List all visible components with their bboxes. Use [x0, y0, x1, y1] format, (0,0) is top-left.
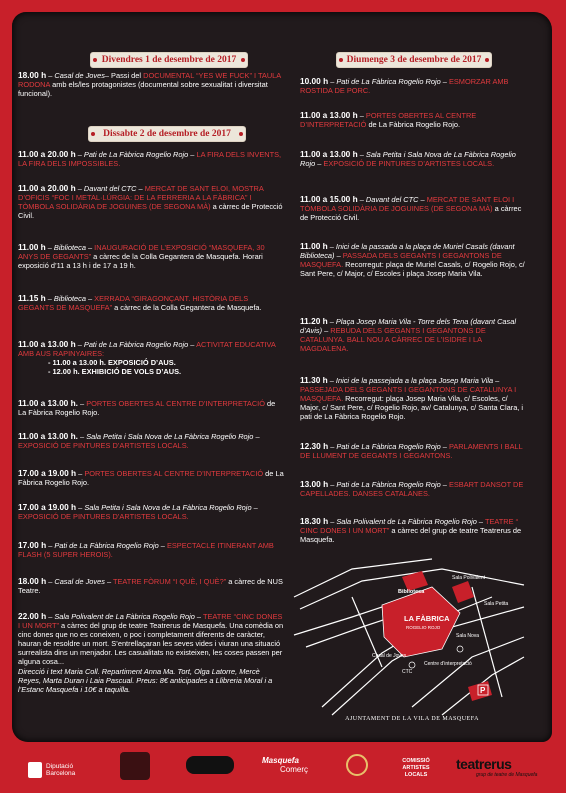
saturday-event: 17.00 a 19.00 h – Sala Petita i Sala Nova de La Fàbrica Rogelio Rojo – EXPOSICIÓ DE PINTURES D’ARTISTES LOCALS.: [18, 502, 258, 522]
map-caption: AJUNTAMENT DE LA VILA DE MASQUEFA: [345, 716, 479, 722]
event-time: 22.00 h: [18, 611, 47, 621]
map-label-ctc: CTC: [402, 669, 413, 675]
event-time: 11.00 a 20.00 h: [18, 183, 76, 193]
event-activity: XERRADA “GIRAGONÇANT. HISTÒRIA DELS GEGANTS DE MASQUEFA”: [18, 294, 249, 313]
saturday-event: 11.00 a 20.00 h – Davant del CTC – MERCAT DE SANT ELOI, MOSTRA D’OFICIS “FOC I METAL·LÚRGIA: DE LA FERRERIA A LA FÀBRICA” I TÒMBOLA SOLIDÀRIA DE JOGUINES (DE SEGONA MÀ) a càrrec de Protecció Civil.: [18, 183, 283, 221]
sunday-header: Diumenge 3 de desembre de 2017: [336, 52, 492, 68]
event-activity: EXPOSICIÓ DE PINTURES D’ARTISTES LOCALS.: [18, 512, 189, 522]
event-venue: Casal de Joves: [54, 71, 105, 80]
event-details: de La Fàbrica Rogelio Rojo.: [366, 120, 461, 130]
event-time: 17.00 h: [18, 540, 47, 550]
masquefa-label: Masquefa: [262, 756, 299, 765]
event-venue: Sala Petita i Sala Nova de La Fàbrica Rogelio Rojo: [86, 432, 254, 441]
event-details: de La Fàbrica Rogelio Rojo.: [18, 399, 276, 418]
event-time: 11.00 a 13.00 h: [300, 110, 358, 120]
map-label-centre: Centre d’interpretació: [424, 661, 472, 667]
saturday-event: 18.00 h – Casal de Joves – TEATRE FÒRUM “I QUÈ, I QUÈ?” a càrrec de NUS Teatre.: [18, 576, 283, 596]
event-activity: ACTIVITAT EDUCATIVA AMB AUS RAPINYAIRES:: [18, 340, 276, 359]
saturday-event: 17.00 a 19.00 h – PORTES OBERTES AL CENTRE D’INTERPRETACIÓ de La Fàbrica Rogelio Rojo.: [18, 468, 284, 488]
event-venue: Pati de La Fàbrica Rogelio Rojo: [83, 340, 189, 349]
event-details: Recorregut: plaça Josep Maria Vila, c/ Escoles, c/ Major, c/ Sant Pere, c/ Rogelio Rojo, av/ Catalunya, c/ Santa Clara, i pati de La Fàbrica Rogelio Rojo.: [300, 394, 524, 422]
sunday-event: 11.00 a 13.00 h – PORTES OBERTES AL CENTRE D’INTERPRETACIÓ de La Fàbrica Rogelio Rojo.: [300, 110, 477, 130]
event-venue: Biblioteca: [53, 294, 86, 303]
event-venue: Sala Polivalent de La Fàbrica Rogelio Rojo: [336, 517, 477, 526]
sunday-event: 13.00 h – Pati de La Fàbrica Rogelio Rojo – ESBART DANSOT DE CAPELLADES. DANSES CATALANES.: [300, 479, 524, 499]
event-sub-item: - 12.00 h. EXHIBICIÓ DE VOLS D’AUS.: [48, 367, 182, 377]
event-venue: Pati de La Fàbrica Rogelio Rojo: [336, 77, 441, 86]
teatrerus-sub-label: grup de teatre de Masquefa: [476, 772, 538, 778]
event-venue: Inici de la passejada a la plaça Josep Maria Vila: [335, 376, 494, 385]
event-activity: TEATRE “CINC DONES I UN MORT”: [18, 612, 283, 631]
sunday-event: 11.00 a 13.00 h – Sala Petita i Sala Nova de La Fàbrica Rogelio Rojo – EXPOSICIÓ DE PINTURES D’ARTISTES LOCALS.: [300, 149, 516, 169]
event-details: a càrrec del grup de teatre Teatrerus de Masquefa. Una comèdia on cinc dones que no es coneixen, o poc i completament diferents de caràcter, hauran de resoldre un mort. S’entrellaçaran les seves vides i viuran una situació surrealista dins un menjador. Les casualitats no existeixen, les coses passen per alguna cosa...: [18, 621, 284, 667]
sponsor-footer: [0, 748, 566, 793]
event-venue: Sala Petita i Sala Nova de La Fàbrica Rogelio Rojo: [84, 503, 252, 512]
event-venue: Pati de La Fàbrica Rogelio Rojo: [336, 480, 441, 489]
map-label-sala-petita: Sala Petita: [484, 601, 509, 607]
friday-event: 18.00 h – Casal de Joves– Passi del DOCUMENTAL “YES WE FUCK” I TAULA RODONA amb els/les protagonistes (documental sobre sexualitat i diversitat funcional).: [18, 70, 281, 99]
comissio-label: COMISSIÓ ARTISTES LOCALS: [402, 758, 430, 778]
saturday-event: 11.00 h – Biblioteca – INAUGURACIÓ DE L’EXPOSICIÓ “MASQUEFA, 30 ANYS DE GEGANTS” a càrrec de la Colla Gegantera de Masquefa. Horari exposició d’11 a 13 h i de 17 a 19 h.: [18, 242, 265, 271]
sunday-event: 11.00 a 15.00 h – Davant del CTC – MERCAT DE SANT ELOI I TÒMBOLA SOLIDÀRIA DE JOGUINES (DE SEGONA MÀ) a càrrec de Protecció Civil.: [300, 194, 522, 223]
event-time: 18.30 h: [300, 516, 329, 526]
event-activity: MERCAT DE SANT ELOI, MOSTRA D’OFICIS “FOC I METAL·LÚRGIA: DE LA FERRERIA A LA FÀBRICA” I TÒMBOLA SOLIDÀRIA DE JOGUINES (DE SEGONA MÀ): [18, 184, 264, 212]
event-time: 13.00 h: [300, 479, 329, 489]
event-activity: ESBART DANSOT DE CAPELLADES. DANSES CATALANES.: [300, 480, 524, 499]
event-time: 12.30 h: [300, 441, 329, 451]
event-activity: PASSADA DELS GEGANTS I GEGANTONS DE MASQUEFA.: [300, 251, 502, 270]
teatrerus-label: teatrerus: [456, 756, 512, 772]
sunday-event: 12.30 h – Pati de La Fàbrica Rogelio Rojo – PARLAMENTS I BALL DE LLUMENT DE GEGANTS I GEGANTONS.: [300, 441, 523, 461]
event-time: 10.00 h: [300, 76, 329, 86]
sunday-event: 11.20 h – Plaça Josep Maria Vila - Torre dels Tena (davant Casal d’Avis) – REBUDA DELS GEGANTS I GEGANTONS DE CATALUNYA. BALL NOU A CÀRREC DE L’ISIDRE I LA MAGDALENA.: [300, 316, 516, 354]
event-venue: Inici de la passada a la plaça de Muriel Casals (davant Biblioteca): [300, 242, 515, 261]
event-time: 11.00 a 13.00 h.: [18, 431, 78, 441]
event-activity: MERCAT DE SANT ELOI I TÒMBOLA SOLIDÀRIA DE JOGUINES (DE SEGONA MÀ): [300, 195, 515, 214]
event-time: 11.00 a 15.00 h: [300, 194, 358, 204]
event-time: 11.15 h: [18, 293, 46, 303]
comerc-label: Comerç: [280, 765, 309, 774]
sunday-event: 10.00 h – Pati de La Fàbrica Rogelio Rojo – ESMORZAR AMB ROSTIDA DE PORC.: [300, 76, 509, 96]
event-activity: TEATRE FÒRUM “I QUÈ, I QUÈ?”: [112, 577, 227, 586]
event-details: a càrrec de Protecció Civil.: [18, 202, 283, 221]
location-map: [292, 557, 528, 717]
sala-polivalent-block: [452, 581, 474, 603]
saturday-event: 17.00 h – Pati de La Fàbrica Rogelio Rojo – ESPECTACLE ITINERANT AMB FLASH (5 SUPER HEROIS).: [18, 540, 274, 560]
event-details: a càrrec de Protecció Civil.: [300, 204, 522, 223]
event-activity: REBUDA DELS GEGANTS I GEGANTONS DE CATALUNYA. BALL NOU A CÀRREC DE L’ISIDRE I LA MAGDALENA.: [300, 326, 486, 354]
event-activity: PASSEJADA DELS GEGANTS I GEGANTONS DE CATALUNYA I MASQUEFA.: [300, 385, 517, 404]
sunday-event: 11.00 h – Inici de la passada a la plaça de Muriel Casals (davant Biblioteca) – PASSADA DELS GEGANTS I GEGANTONS DE MASQUEFA. Recorregut: plaça de Muriel Casals, c/ Rogelio Rojo, c/ Sant Pere, c/ Major, c/ Escoles i plaça Josep Maria Vila.: [300, 241, 525, 279]
event-note: Direcció i text Maria Coll. Repartiment Anna Ma. Tort, Olga Latorre, Mercè Reyes, Marta Duran i Laia Pascual. Preus: 8€ anticipades a Llibreria Moral i a l’Estanc Masquefa i 10€ a taquilla.: [18, 666, 273, 694]
event-time: 11.00 h: [18, 242, 46, 252]
teatrerus-logo: [456, 756, 546, 778]
event-details: de La Fàbrica Rogelio Rojo.: [18, 469, 284, 488]
event-venue: Pati de La Fàbrica Rogelio Rojo: [54, 541, 159, 550]
event-venue: Biblioteca: [53, 243, 86, 252]
event-activity: PORTES OBERTES AL CENTRE D’INTERPRETACIÓ: [86, 399, 265, 408]
map-label-sala-nova: Sala Nova: [456, 633, 480, 639]
map-label-biblioteca: Biblioteca: [398, 589, 425, 595]
event-time: 11.00 a 13.00 h: [18, 339, 76, 349]
event-time: 17.00 a 19.00 h: [18, 468, 77, 478]
event-activity: PARLAMENTS I BALL DE LLUMENT DE GEGANTS I GEGANTONS.: [300, 442, 523, 461]
event-venue: Sala Petita i Sala Nova de La Fàbrica Rogelio Rojo: [300, 150, 516, 169]
map-label-fabrica: LA FÀBRICA: [404, 614, 450, 623]
map-label-casal: Casal de Joves: [372, 653, 407, 659]
event-activity: ESPECTACLE ITINERANT AMB FLASH (5 SUPER HEROIS).: [18, 541, 274, 560]
diputacio-icon: [28, 762, 42, 778]
event-activity: DOCUMENTAL “YES WE FUCK” I TAULA RODONA: [18, 71, 281, 90]
event-time: 11.30 h: [300, 375, 328, 385]
event-venue: Casal de Joves: [54, 577, 105, 586]
event-activity: EXPOSICIÓ DE PINTURES D’ARTISTES LOCALS.: [323, 159, 495, 169]
sunday-event: 11.30 h – Inici de la passejada a la plaça Josep Maria Vila – PASSEJADA DELS GEGANTS I GEGANTONS DE CATALUNYA I MASQUEFA. Recorregut: plaça Josep Maria Vila, c/ Escoles, c/ Major, c/ Sant Pere, c/ Rogelio Rojo, av/ Catalunya, c/ Santa Clara, i pati de La Fàbrica Rogelio Rojo.: [300, 375, 524, 422]
event-time: 17.00 a 19.00 h: [18, 502, 77, 512]
event-activity: PORTES OBERTES AL CENTRE D’INTERPRETACIÓ: [300, 111, 477, 130]
event-time: 18.00 h: [18, 576, 47, 586]
masquefa-comerc-logo: [262, 756, 322, 774]
event-activity: EXPOSICIÓ DE PINTURES D’ARTISTES LOCALS.: [18, 441, 189, 451]
event-venue: Davant del CTC: [365, 195, 419, 204]
event-activity: INAUGURACIÓ DE L’EXPOSICIÓ “MASQUEFA, 30 ANYS DE GEGANTS”: [18, 243, 265, 262]
event-venue: Plaça Josep Maria Vila - Torre dels Tena (davant Casal d’Avis): [300, 317, 516, 336]
saturday-event: 11.00 a 13.00 h. – Sala Petita i Sala Nova de La Fàbrica Rogelio Rojo – EXPOSICIÓ DE PINTURES D’ARTISTES LOCALS.: [18, 431, 260, 451]
event-details: amb els/les protagonistes (documental sobre sexualitat i diversitat funcional).: [18, 80, 268, 99]
diputacio-label: Diputació Barcelona: [46, 763, 76, 777]
event-venue: Pati de La Fàbrica Rogelio Rojo: [336, 442, 441, 451]
event-details: a càrrec de la Colla Gegantera de Masquefa.: [112, 303, 262, 313]
event-details: a càrrec del grup de teatre Teatrerus de Masquefa.: [300, 526, 522, 545]
event-activity: LA FIRA DELS INVENTS, LA FIRA DELS IMPOSSIBLES.: [18, 150, 282, 169]
event-details: Recorregut: plaça de Muriel Casals, c/ Rogelio Rojo, c/ Sant Pere, c/ Major, c/ Escoles i plaça Josep Maria Vila.: [300, 260, 525, 279]
sunday-event: 18.30 h – Sala Polivalent de La Fàbrica Rogelio Rojo – TEATRE “ CINC DONES I UN MORT” a càrrec del grup de teatre Teatrerus de Masquefa.: [300, 516, 522, 545]
event-venue: Pati de La Fàbrica Rogelio Rojo: [83, 150, 189, 159]
wc-marker-icon: [457, 646, 463, 652]
event-venue: Davant del CTC: [83, 184, 137, 193]
event-time: 18.00 h: [18, 70, 47, 80]
friday-header: Divendres 1 de desembre de 2017: [90, 52, 248, 68]
saturday-event: 22.00 h – Sala Polivalent de La Fàbrica Rogelio Rojo – TEATRE “CINC DONES I UN MORT” a càrrec del grup de teatre Teatrerus de Masquefa. Una comèdia on cinc dones que no es coneixen, o poc i completament diferents de caràcter, hauran de resoldre un mort. S’entrellaçaran les seves vides i viuran una situació surrealista dins un menjador. Les casualitats no existeixen, les coses passen per alguna cosa... Direcció i text Maria Coll. Repartiment Anna Ma. Tort, Olga Latorre, Mercè Reyes, Marta Duran i Laia Pascual. Preus: 8€ anticipades a Llibreria Moral i a l’Estanc Masquefa i 10€ a taquilla.: [18, 611, 284, 694]
map-label-sala-polivalent: Sala Polivalent: [452, 575, 486, 581]
event-time: 11.00 a 13.00 h.: [18, 398, 78, 408]
event-sub-item: - 11.00 a 13.00 h. EXPOSICIÓ D’AUS.: [48, 358, 176, 368]
saturday-event: 11.00 a 13.00 h – Pati de La Fàbrica Rogelio Rojo – ACTIVITAT EDUCATIVA AMB AUS RAPINYAIRES: - 11.00 a 13.00 h. EXPOSICIÓ D’AUS. - 12.00 h. EXHIBICIÓ DE VOLS D’AUS.: [18, 340, 284, 376]
event-details: a càrrec de NUS Teatre.: [18, 577, 283, 596]
event-text: – Passi del: [104, 71, 144, 80]
event-activity: TEATRE “ CINC DONES I UN MORT”: [300, 517, 519, 536]
parking-label: P: [480, 686, 486, 695]
event-details: a càrrec de la Colla Gegantera de Masquefa. Horari exposició d’11 a 13 h i de 17 a 19 h.: [18, 252, 263, 271]
saturday-event: 11.00 a 13.00 h. – PORTES OBERTES AL CENTRE D’INTERPRETACIÓ de La Fàbrica Rogelio Rojo.: [18, 398, 276, 418]
saturday-event: 11.00 a 20.00 h – Pati de La Fàbrica Rogelio Rojo – LA FIRA DELS INVENTS, LA FIRA DELS IMPOSSIBLES.: [18, 149, 282, 169]
event-time: 11.00 h: [300, 241, 328, 251]
event-time: 11.00 a 13.00 h: [300, 149, 358, 159]
casal-joves-logo-icon: [186, 756, 234, 774]
event-time: 11.20 h: [300, 316, 328, 326]
saturday-event: 11.15 h – Biblioteca – XERRADA “GIRAGONÇANT. HISTÒRIA DELS GEGANTS DE MASQUEFA” a càrrec de la Colla Gegantera de Masquefa.: [18, 293, 262, 313]
event-activity: PORTES OBERTES AL CENTRE D’INTERPRETACIÓ: [84, 469, 264, 478]
event-time: 11.00 a 20.00 h: [18, 149, 76, 159]
map-label-fabrica-sub: ROGELIO ROJO: [406, 625, 441, 630]
event-activity: ESMORZAR AMB ROSTIDA DE PORC.: [300, 77, 509, 96]
gegants-logo-icon: [120, 752, 150, 780]
saturday-header: Dissabte 2 de desembre de 2017: [88, 126, 246, 142]
ctc-marker-icon: [409, 662, 415, 668]
event-venue: Sala Polivalent de La Fàbrica Rogelio Rojo: [54, 612, 195, 621]
seal-logo-icon: [346, 754, 368, 776]
